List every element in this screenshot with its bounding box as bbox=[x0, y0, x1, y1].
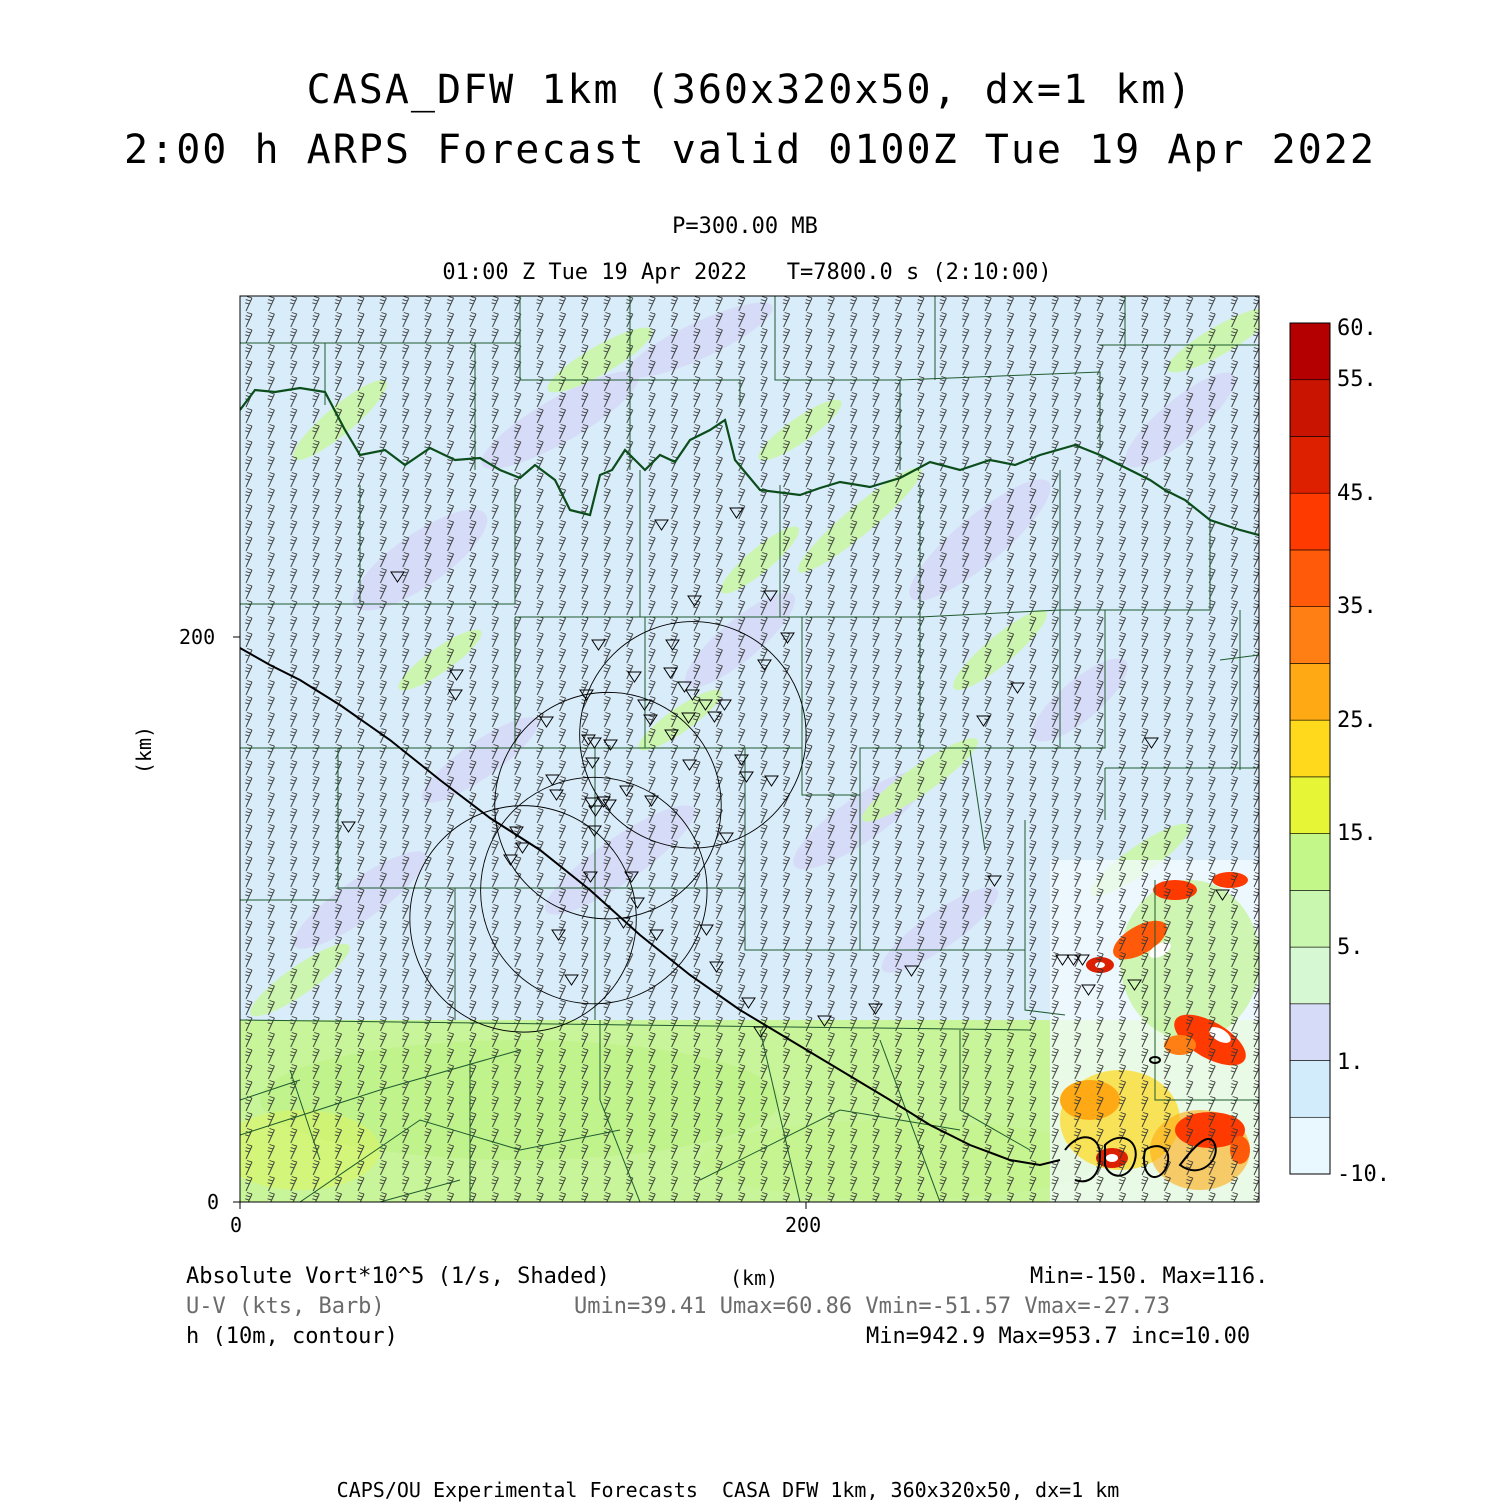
colorbar-label-25: 25. bbox=[1337, 708, 1377, 733]
colorbar-swatch bbox=[1290, 1117, 1330, 1174]
colorbar-swatch bbox=[1290, 947, 1330, 1004]
colorbar-label-45: 45. bbox=[1337, 481, 1377, 506]
colorbar-swatch bbox=[1290, 1004, 1330, 1061]
contour-field-stats: Min=942.9 Max=953.7 inc=10.00 bbox=[866, 1324, 1251, 1349]
colorbar-swatch bbox=[1290, 777, 1330, 834]
colorbar-swatch bbox=[1290, 550, 1330, 607]
chart-title: CASA_DFW 1km (360x320x50, dx=1 km) bbox=[306, 67, 1194, 113]
y-axis-label: (km) bbox=[132, 725, 157, 775]
x-tick-200: 200 bbox=[785, 1213, 822, 1237]
x-axis-label: (km) bbox=[730, 1266, 779, 1290]
pressure-level-label: P=300.00 MB bbox=[672, 214, 818, 239]
colorbar bbox=[1290, 323, 1330, 1174]
colorbar-swatch bbox=[1290, 1061, 1330, 1118]
colorbar-swatch bbox=[1290, 493, 1330, 550]
colorbar-swatch bbox=[1290, 890, 1330, 947]
colorbar-label-35: 35. bbox=[1337, 594, 1377, 619]
y-tick-0: 0 bbox=[207, 1190, 220, 1214]
colorbar-swatch bbox=[1290, 607, 1330, 664]
chart-subtitle: 2:00 h ARPS Forecast valid 0100Z Tue 19 Apr 2022 bbox=[124, 127, 1376, 173]
colorbar-swatch bbox=[1290, 436, 1330, 493]
colorbar-label-minus10: -10. bbox=[1337, 1162, 1390, 1187]
contour-field-label: h (10m, contour) bbox=[186, 1324, 398, 1349]
colorbar-label-55: 55. bbox=[1337, 367, 1377, 392]
colorbar-swatch bbox=[1290, 834, 1330, 891]
vorticity-shading bbox=[220, 290, 1279, 1202]
shaded-field-stats: Min=-150. Max=116. bbox=[1030, 1264, 1269, 1289]
wind-barbs bbox=[240, 296, 1259, 1202]
colorbar-swatch bbox=[1290, 720, 1330, 777]
colorbar-label-15: 15. bbox=[1337, 821, 1377, 846]
credit-line: CAPS/OU Experimental Forecasts CASA DFW 1km, 360x320x50, dx=1 km bbox=[336, 1478, 1120, 1502]
x-tick-0: 0 bbox=[230, 1213, 243, 1237]
y-tick-200: 200 bbox=[179, 625, 216, 649]
vector-field-stats: Umin=39.41 Umax=60.86 Vmin=-51.57 Vmax=-27.73 bbox=[574, 1294, 1171, 1319]
colorbar-label-60: 60. bbox=[1337, 316, 1377, 341]
shaded-field-label: Absolute Vort*10^5 (1/s, Shaded) bbox=[186, 1264, 610, 1289]
colorbar-label-1: 1. bbox=[1337, 1050, 1364, 1075]
colorbar-swatch bbox=[1290, 380, 1330, 437]
colorbar-swatch bbox=[1290, 663, 1330, 720]
vector-field-label: U-V (kts, Barb) bbox=[186, 1294, 385, 1319]
valid-time-label: 01:00 Z Tue 19 Apr 2022 T=7800.0 s (2:10:00) bbox=[442, 260, 1052, 285]
colorbar-swatch bbox=[1290, 323, 1330, 380]
colorbar-label-5: 5. bbox=[1337, 935, 1364, 960]
